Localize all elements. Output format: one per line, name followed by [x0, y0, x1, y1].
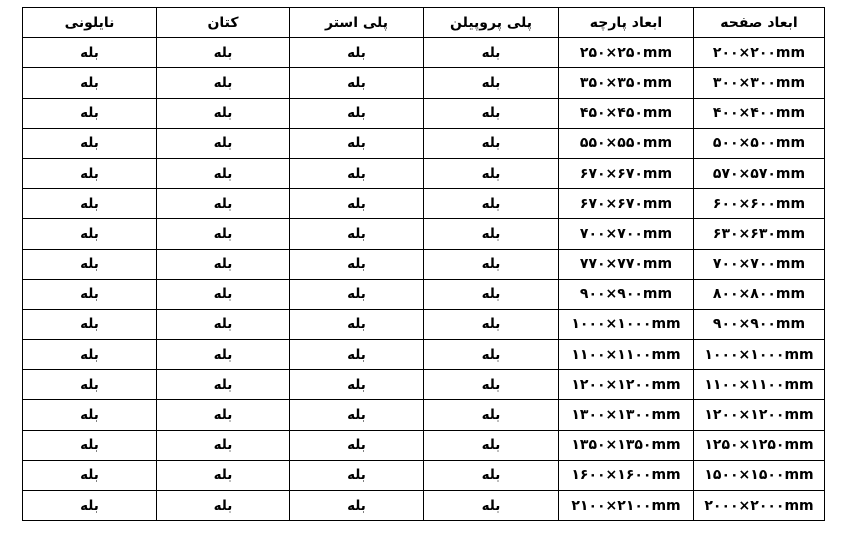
cell-polyester: بله	[290, 460, 424, 490]
cell-cotton: بله	[157, 491, 290, 521]
cell-polypropylene: بله	[424, 189, 559, 219]
dimension-text: ۷۰۰×۷۰۰mm	[712, 256, 806, 273]
cell-polypropylene: بله	[424, 128, 559, 158]
cell-fabric-size	[559, 279, 694, 309]
cell-fabric-size	[559, 491, 694, 521]
cell-nylon: بله	[23, 158, 157, 188]
dimension-text: ۲۰۰×۲۰۰mm	[712, 44, 806, 61]
cell-nylon: بله	[23, 189, 157, 219]
cell-polypropylene: بله	[424, 340, 559, 370]
dimension-text: ۴۵۰×۴۵۰mm	[579, 105, 673, 122]
cell-cotton: بله	[157, 38, 290, 68]
cell-cotton: بله	[157, 128, 290, 158]
dimension-text: ۱۱۰۰×۱۱۰۰mm	[704, 376, 814, 393]
cell-fabric-size	[559, 158, 694, 188]
header-nylon: نایلونی	[23, 8, 157, 38]
cell-polypropylene: بله	[424, 430, 559, 460]
cell-plate-size	[694, 38, 825, 68]
dimension-text: ۳۵۰×۳۵۰mm	[579, 74, 673, 91]
dimension-text: ۵۰۰×۵۰۰mm	[712, 135, 806, 152]
cell-polyester: بله	[290, 158, 424, 188]
dimension-text: ۷۷۰×۷۷۰mm	[579, 256, 673, 273]
cell-nylon: بله	[23, 460, 157, 490]
cell-polypropylene: بله	[424, 370, 559, 400]
cell-polyester: بله	[290, 219, 424, 249]
dimension-text: ۹۰۰×۹۰۰mm	[712, 316, 806, 333]
cell-fabric-size	[559, 309, 694, 339]
cell-polyester: بله	[290, 128, 424, 158]
cell-plate-size	[694, 68, 825, 98]
cell-cotton: بله	[157, 309, 290, 339]
cell-plate-size	[694, 309, 825, 339]
dimension-text: ۱۱۰۰×۱۱۰۰mm	[571, 346, 681, 363]
dimension-text: ۴۰۰×۴۰۰mm	[712, 105, 806, 122]
cell-polyester: بله	[290, 430, 424, 460]
cell-fabric-size	[559, 249, 694, 279]
cell-cotton: بله	[157, 460, 290, 490]
cell-polyester: بله	[290, 340, 424, 370]
cell-cotton: بله	[157, 370, 290, 400]
table-header-row	[23, 8, 825, 38]
cell-polyester: بله	[290, 98, 424, 128]
cell-polyester: بله	[290, 249, 424, 279]
header-fabric-size: ابعاد پارچه	[559, 8, 694, 38]
table-row	[23, 158, 825, 188]
cell-polyester: بله	[290, 68, 424, 98]
cell-nylon: بله	[23, 279, 157, 309]
table-row	[23, 430, 825, 460]
table-row	[23, 460, 825, 490]
cell-polypropylene: بله	[424, 491, 559, 521]
cell-fabric-size	[559, 460, 694, 490]
cell-nylon: بله	[23, 219, 157, 249]
cell-cotton: بله	[157, 98, 290, 128]
cell-polypropylene: بله	[424, 68, 559, 98]
cell-fabric-size	[559, 340, 694, 370]
dimension-text: ۷۰۰×۷۰۰mm	[579, 225, 673, 242]
dimension-text: ۳۰۰×۳۰۰mm	[712, 74, 806, 91]
cell-plate-size	[694, 279, 825, 309]
cell-polypropylene: بله	[424, 38, 559, 68]
dimension-text: ۸۰۰×۸۰۰mm	[712, 286, 806, 303]
cell-polypropylene: بله	[424, 249, 559, 279]
table-row	[23, 249, 825, 279]
cell-polypropylene: بله	[424, 309, 559, 339]
cell-polyester: بله	[290, 370, 424, 400]
cell-cotton: بله	[157, 430, 290, 460]
header-polyester: پلی استر	[290, 8, 424, 38]
cell-polyester: بله	[290, 309, 424, 339]
cell-plate-size	[694, 430, 825, 460]
cell-nylon: بله	[23, 400, 157, 430]
spec-table	[22, 7, 825, 521]
cell-cotton: بله	[157, 340, 290, 370]
table-row	[23, 340, 825, 370]
dimension-text: ۲۱۰۰×۲۱۰۰mm	[571, 497, 681, 514]
spec-table-container	[22, 7, 824, 521]
cell-nylon: بله	[23, 309, 157, 339]
table-row	[23, 128, 825, 158]
cell-fabric-size	[559, 38, 694, 68]
cell-fabric-size	[559, 430, 694, 460]
cell-polyester: بله	[290, 491, 424, 521]
cell-cotton: بله	[157, 158, 290, 188]
cell-nylon: بله	[23, 38, 157, 68]
cell-cotton: بله	[157, 219, 290, 249]
dimension-text: ۶۷۰×۶۷۰mm	[579, 195, 673, 212]
cell-nylon: بله	[23, 128, 157, 158]
dimension-text: ۱۲۵۰×۱۲۵۰mm	[704, 437, 814, 454]
cell-nylon: بله	[23, 340, 157, 370]
dimension-text: ۲۰۰۰×۲۰۰۰mm	[704, 497, 814, 514]
cell-cotton: بله	[157, 279, 290, 309]
table-row	[23, 38, 825, 68]
dimension-text: ۱۳۵۰×۱۳۵۰mm	[571, 437, 681, 454]
cell-polypropylene: بله	[424, 460, 559, 490]
dimension-text: ۱۵۰۰×۱۵۰۰mm	[704, 467, 814, 484]
cell-polypropylene: بله	[424, 400, 559, 430]
cell-nylon: بله	[23, 370, 157, 400]
cell-polyester: بله	[290, 400, 424, 430]
cell-cotton: بله	[157, 189, 290, 219]
dimension-text: ۶۰۰×۶۰۰mm	[712, 195, 806, 212]
table-row	[23, 491, 825, 521]
dimension-text: ۹۰۰×۹۰۰mm	[579, 286, 673, 303]
cell-nylon: بله	[23, 98, 157, 128]
cell-plate-size	[694, 460, 825, 490]
cell-plate-size	[694, 370, 825, 400]
cell-polypropylene: بله	[424, 219, 559, 249]
table-row	[23, 400, 825, 430]
dimension-text: ۱۲۰۰×۱۲۰۰mm	[571, 376, 681, 393]
cell-polypropylene: بله	[424, 279, 559, 309]
table-row	[23, 68, 825, 98]
cell-cotton: بله	[157, 249, 290, 279]
dimension-text: ۱۶۰۰×۱۶۰۰mm	[571, 467, 681, 484]
table-body	[23, 38, 825, 521]
cell-plate-size	[694, 128, 825, 158]
cell-plate-size	[694, 158, 825, 188]
table-row	[23, 309, 825, 339]
cell-cotton: بله	[157, 68, 290, 98]
cell-nylon: بله	[23, 491, 157, 521]
table-row	[23, 370, 825, 400]
cell-fabric-size	[559, 370, 694, 400]
dimension-text: ۲۵۰×۲۵۰mm	[579, 44, 673, 61]
table-row	[23, 189, 825, 219]
cell-fabric-size	[559, 68, 694, 98]
dimension-text: ۵۵۰×۵۵۰mm	[579, 135, 673, 152]
dimension-text: ۵۷۰×۵۷۰mm	[712, 165, 806, 182]
dimension-text: ۱۰۰۰×۱۰۰۰mm	[571, 316, 681, 333]
cell-plate-size	[694, 189, 825, 219]
cell-fabric-size	[559, 98, 694, 128]
cell-plate-size	[694, 400, 825, 430]
header-plate-size: ابعاد صفحه	[694, 8, 825, 38]
cell-nylon: بله	[23, 430, 157, 460]
cell-fabric-size	[559, 400, 694, 430]
table-row	[23, 98, 825, 128]
header-polypropylene: پلی پروپیلن	[424, 8, 559, 38]
cell-plate-size	[694, 219, 825, 249]
cell-polyester: بله	[290, 279, 424, 309]
dimension-text: ۱۰۰۰×۱۰۰۰mm	[704, 346, 814, 363]
cell-polypropylene: بله	[424, 158, 559, 188]
dimension-text: ۱۲۰۰×۱۲۰۰mm	[704, 407, 814, 424]
cell-nylon: بله	[23, 249, 157, 279]
cell-plate-size	[694, 98, 825, 128]
cell-nylon: بله	[23, 68, 157, 98]
cell-plate-size	[694, 249, 825, 279]
cell-cotton: بله	[157, 400, 290, 430]
cell-plate-size	[694, 340, 825, 370]
cell-fabric-size	[559, 189, 694, 219]
cell-fabric-size	[559, 219, 694, 249]
cell-plate-size	[694, 491, 825, 521]
table-row	[23, 279, 825, 309]
cell-polyester: بله	[290, 189, 424, 219]
dimension-text: ۶۳۰×۶۳۰mm	[712, 225, 806, 242]
dimension-text: ۱۳۰۰×۱۳۰۰mm	[571, 407, 681, 424]
header-cotton: کتان	[157, 8, 290, 38]
cell-fabric-size	[559, 128, 694, 158]
cell-polyester: بله	[290, 38, 424, 68]
cell-polypropylene: بله	[424, 98, 559, 128]
dimension-text: ۶۷۰×۶۷۰mm	[579, 165, 673, 182]
table-row	[23, 219, 825, 249]
